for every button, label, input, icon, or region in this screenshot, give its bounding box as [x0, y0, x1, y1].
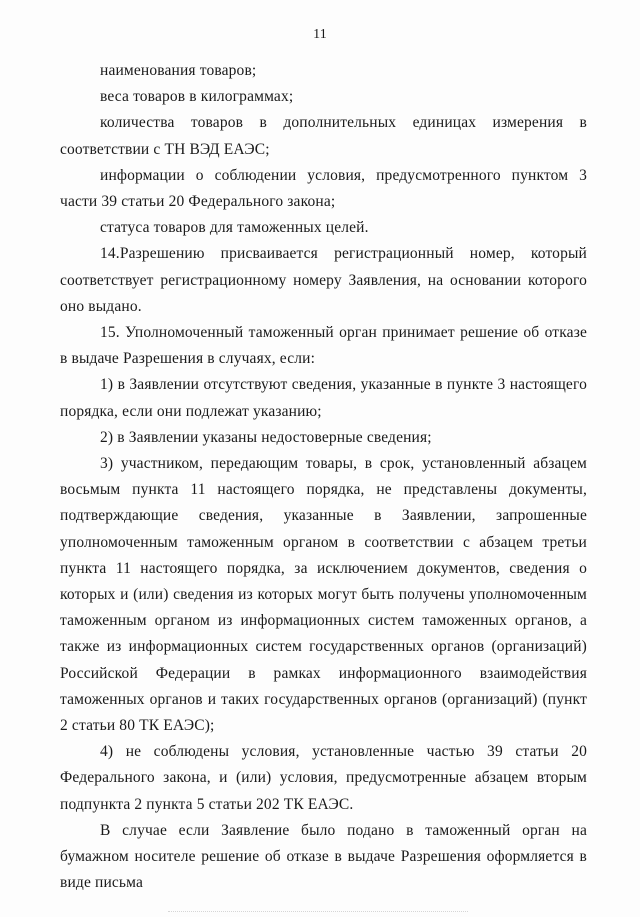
list-item: 1) в Заявлении отсутствуют сведения, указанные в пункте 3 настоящего порядка, если они подлежат указанию; — [60, 376, 587, 420]
list-item: 4) не соблюдены условия, установленные частью 39 статьи 20 Федерального закона, и (или) условия, предусмотренные абзацем вторым подпункта 2 пункта 5 статьи 202 ТК ЕАЭС. — [60, 743, 587, 813]
paragraph: веса товаров в килограммах; — [100, 88, 294, 106]
paragraph-item-15: 15. Уполномоченный таможенный орган принимает решение об отказе в выдаче Разрешения в случаях, если: — [60, 324, 587, 368]
paragraph: количества товаров в дополнительных единицах измерения в соответствии с ТН ВЭД ЕАЭС; — [60, 114, 587, 158]
list-item: 3) участником, передающим товары, в срок, установленный абзацем восьмым пункта 11 настоящего порядка, не представлены документы, подтверждающие сведения, указанные в Заявлении, запрошенные уполномоченным таможенным органом в соответствии с абзацем третьи пункта 11 настоящего порядка, за исключением документов, сведения о которых и (или) сведения из которых могут быть получены уполномоченным таможенным органом из информационных систем таможенных органов, а также из информационных систем государственных органов (организаций) Российской Федерации в рамках информационного взаимодействия таможенных органов и таких государственных органов (организаций) (пункт 2 статьи 80 ТК ЕАЭС); — [60, 455, 587, 735]
paragraph: статуса товаров для таможенных целей. — [100, 219, 369, 237]
paragraph: информации о соблюдении условия, предусмотренного пунктом 3 части 39 статьи 20 Федерального закона; — [60, 166, 587, 211]
document-body — [60, 58, 587, 897]
list-item: 2) в Заявлении указаны недостоверные сведения; — [100, 428, 432, 446]
page-number: 11 — [313, 27, 327, 42]
paragraph: В случае если Заявление было подано в таможенный орган на бумажном носителе решение об отказе в выдаче Разрешения оформляется в виде письма — [60, 821, 587, 892]
paragraph: наименования товаров; — [100, 62, 257, 79]
scan-artifact — [168, 911, 468, 915]
paragraph-item-14: 14.Разрешению присваивается регистрационный номер, который соответствует регистрационному номеру Заявления, на основании которого оно выдано. — [60, 245, 587, 315]
